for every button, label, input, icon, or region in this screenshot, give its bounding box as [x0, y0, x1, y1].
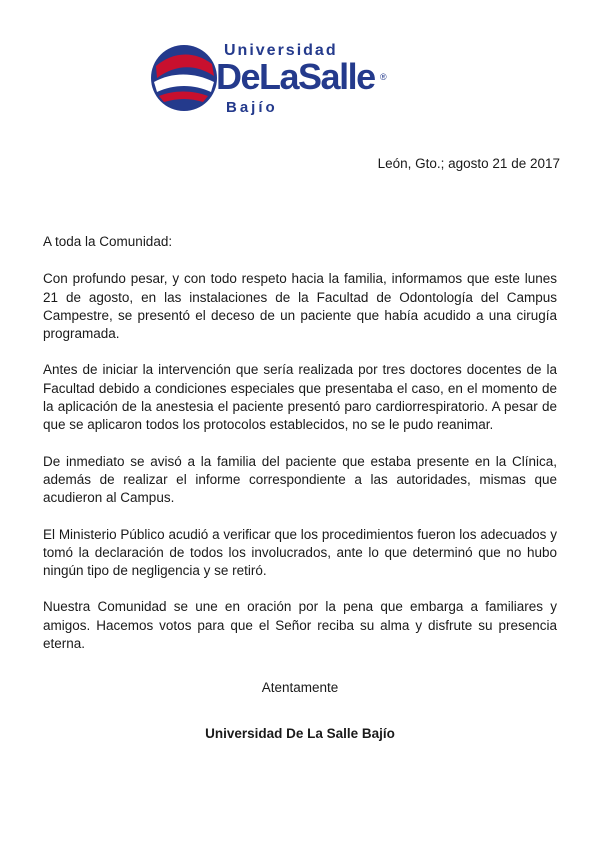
- paragraph: Con profundo pesar, y con todo respeto hacia la familia, informamos que este lunes 21 de agosto, en las instalaciones de la Facultad de Odontología del Campus Campestre, se presentó el deceso de un paciente que había acudido a una cirugía programada.: [43, 271, 557, 342]
- signature: Universidad De La Salle Bajío: [205, 726, 395, 741]
- logo-text-bottom: Bajío: [226, 99, 278, 116]
- registered-mark: ®: [380, 72, 387, 82]
- letter-body: [43, 233, 557, 671]
- closing: Atentamente: [261, 680, 339, 695]
- paragraph: De inmediato se avisó a la familia del paciente que estaba presente en la Clínica, además de realizar el informe correspondiente a las autoridades, mismas que acudieron al Campus.: [43, 453, 557, 506]
- paragraph: El Ministerio Público acudió a verificar que los procedimientos fueron los adecuados y tomó la declaración de todos los involucrados, ante lo que determinó que no hubo ningún tipo de negligencia y se retiró.: [43, 526, 557, 579]
- logo-text-top: Universidad: [224, 42, 338, 59]
- paragraph: Antes de iniciar la intervención que sería realizada por tres doctores docentes de la Facultad debido a condiciones especiales que presentaba el caso, en el momento de la aplicación de la anestesia el paciente presentó paro cardiorrespiratorio. A pesar de que se aplicaron todos los protocolos establecidos, no se le pudo reanimar.: [43, 362, 557, 433]
- paragraph: Nuestra Comunidad se une en oración por la pena que embarga a familiares y amigos. Hacemos votos para que el Señor reciba su alma y disfrute su presencia eterna.: [43, 599, 557, 652]
- salutation: A toda la Comunidad:: [43, 234, 173, 249]
- university-logo: [148, 40, 408, 122]
- university-emblem-icon: [148, 42, 220, 114]
- logo-text-main: DeLaSalle: [216, 56, 375, 97]
- letter-date: León, Gto.; agosto 21 de 2017: [377, 156, 560, 171]
